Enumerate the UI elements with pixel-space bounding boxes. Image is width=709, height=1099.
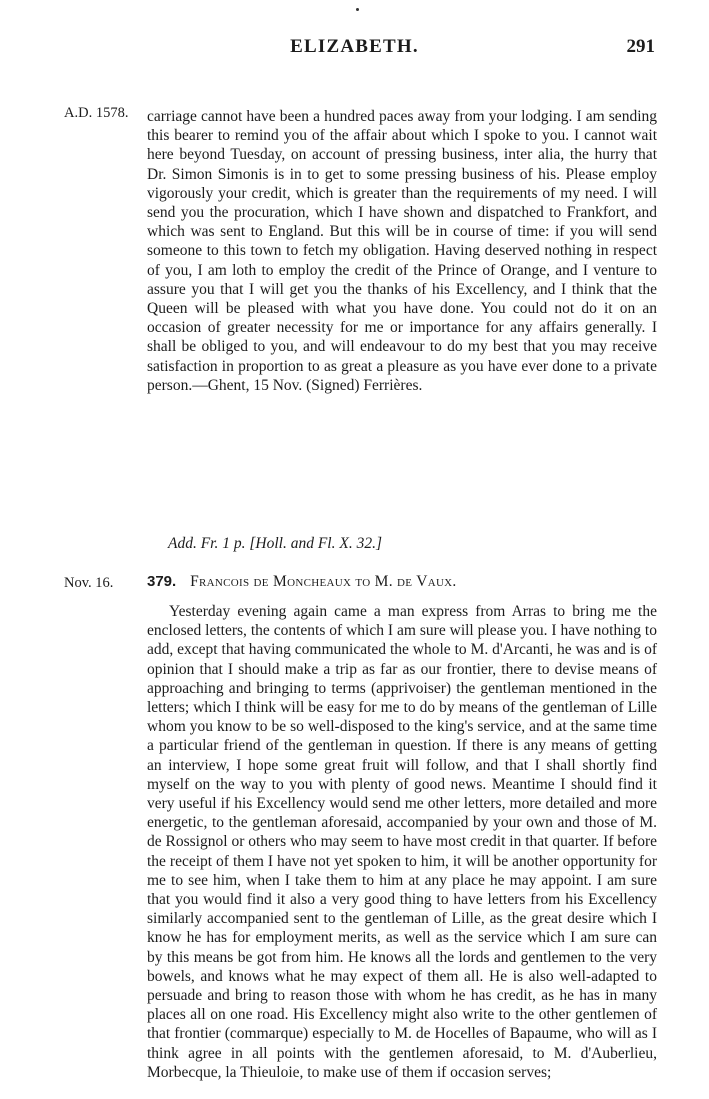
running-title: ELIZABETH. [290,36,419,57]
margin-year: A.D. 1578. [64,105,129,121]
margin-date: Nov. 16. [64,575,114,591]
entry-heading [147,573,457,591]
printer-mark [356,8,359,11]
page-number: 291 [626,36,655,57]
letter-body: carriage cannot have been a hundred paces away from your lodging. I am sending this bearer to remind you of the affair about which I spoke to you. I cannot wait here beyond Tuesday, on account of pressing business, inter alia, the hurry that Dr. Simon Simonis is in to get to some pressing business of his. Please employ vigorously your credit, which is greater than the requirements of my need. I will send you the procuration, which I have shown and dispatched to Frankfort, and which was sent to England. But this will be in course of time: if you will send someone to this town to fetch my obligation. Having deserved nothing in respect of you, I am loth to employ the credit of the Prince of Orange, and I venture to assure you that I will get you the thanks of his Excellency, and I think that the Queen will be pleased with what you have done. You could not do it on an occasion of greater necessity for me or importance for any affairs generally. I shall be obliged to you, and will endeavour to do my best that you may receive satisfaction in proportion to as great a pleasure as you have ever done to a private person.—Ghent, 15 Nov. (Signed) Ferrières. [147,108,657,394]
source-reference [168,535,382,553]
letter-continuation [147,107,657,395]
entry-body: Yesterday evening again came a man express from Arras to bring me the enclosed letters, the contents of which I am sure will please you. I have nothing to add, except that having communicated the whole to M. d'Arcanti, he was and is of opinion that I should make a trip as far as our frontier, there to devise means of approaching and bringing to terms (apprivoiser) the gentleman mentioned in the letters; which I think will be easy for me to do by means of the gentleman of Lille whom you know to be so well-disposed to the king's service, and at the same time a particular friend of the gentleman in question. If there is any means of getting an interview, I hope some great fruit will follow, and that I shall shortly find myself on the way to you with plenty of good news. Meantime I should find it very useful if his Excellency would send me other letters, more detailed and more energetic, to the gentleman aforesaid, accompanied by your own and those of M. de Rossignol or others who may seem to have most credit in that quarter. If before the receipt of them I have not yet spoken to him, it will be another opportunity for me to see him, when I take them to him at any place he may appoint. I am sure that you would find it also a very good thing to have letters from his Excellency similarly accompanied sent to the gentleman of Lille, as the great desire which I know he has for employment merits, as well as the service which I am sure can by this means be got from him. He knows all the lords and gentlemen to the very bowels, and knows what he may expect of them all. He is also well-adapted to persuade and bring to reason those with whom he has credit, as he has in many places all on one road. His Excellency might also write to the other gentlemen of that frontier (commarque) especially to M. de Hocelles of Bapaume, who will as I think agree in all points with the gentlemen aforesaid, to M. d'Auberlieu, Morbecque, la Thieuloie, to make use of them if occasion serves; [147,603,657,1081]
reference-text: Add. Fr. 1 p. [Holl. and Fl. X. 32.] [168,535,382,552]
entry-number: 379. [147,573,177,590]
entry-letter [147,602,657,1082]
entry-title: Francois de Moncheaux to M. de Vaux. [190,573,457,590]
